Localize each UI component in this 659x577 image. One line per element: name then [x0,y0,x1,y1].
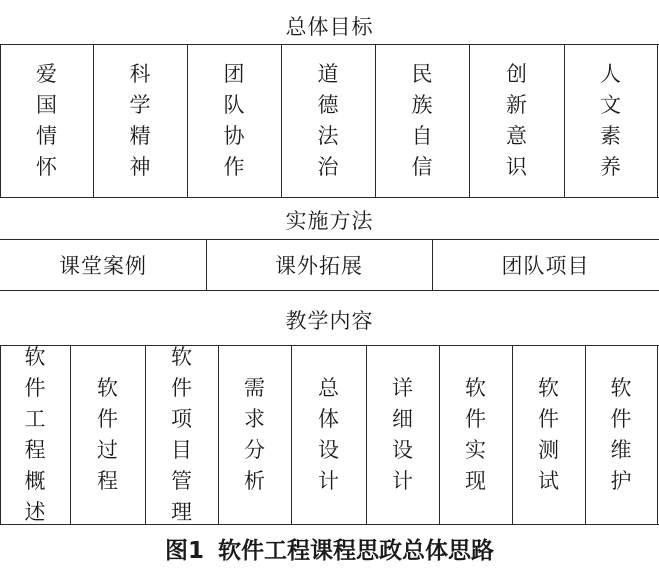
goal-label: 科 学 精 神 [129,61,151,179]
goal-cell [281,44,375,197]
method-label: 课堂案例 [59,253,147,278]
goal-label: 创 新 意 识 [506,61,527,179]
figure-caption [0,532,659,565]
content-cell [145,345,218,524]
content-cell [512,345,585,524]
divider [0,524,659,525]
goal-cell [0,44,93,197]
content-cell [70,345,145,524]
divider [0,197,659,198]
content-label: 总 体 设 计 [318,375,339,493]
content-cell [585,345,657,524]
divider [657,345,658,524]
content-cell [291,345,366,524]
goals-title: 总体目标 [285,15,374,39]
method-cell [432,239,659,290]
figure-title: 软件工程课程思政总体思路 [218,538,494,564]
content-label: 软 件 项 目 管 理 [171,344,192,524]
divider [657,44,658,197]
method-cell [206,239,432,290]
content-label: 详 细 设 计 [392,375,413,493]
content-cell [0,345,70,524]
figure-label: 图1 [164,538,204,564]
method-cell [0,239,206,290]
goal-cell [564,44,657,197]
content-label: 软 件 过 程 [97,375,118,493]
divider [0,290,659,291]
goal-cell [93,44,187,197]
content-label: 软 件 测 试 [538,375,559,493]
content-label: 软 件 维 护 [610,375,632,493]
content-cell [366,345,439,524]
content-title: 教学内容 [285,309,374,333]
method-label: 课外拓展 [275,253,363,278]
goal-label: 民 族 自 信 [411,61,433,179]
goal-label: 团 队 协 作 [223,61,245,179]
goal-cell [469,44,564,197]
content-label: 需 求 分 析 [244,375,265,493]
content-label: 软 件 实 现 [465,375,486,493]
content-label: 软 件 工 程 概 述 [24,344,46,524]
content-cell [439,345,512,524]
goal-label: 人 文 素 养 [600,61,621,179]
methods-title: 实施方法 [285,209,374,233]
content-cell [218,345,291,524]
goal-label: 爱 国 情 怀 [36,61,57,179]
goal-cell [187,44,281,197]
goal-cell [375,44,469,197]
goal-label: 道 德 法 治 [317,61,339,179]
method-label: 团队项目 [501,253,590,278]
